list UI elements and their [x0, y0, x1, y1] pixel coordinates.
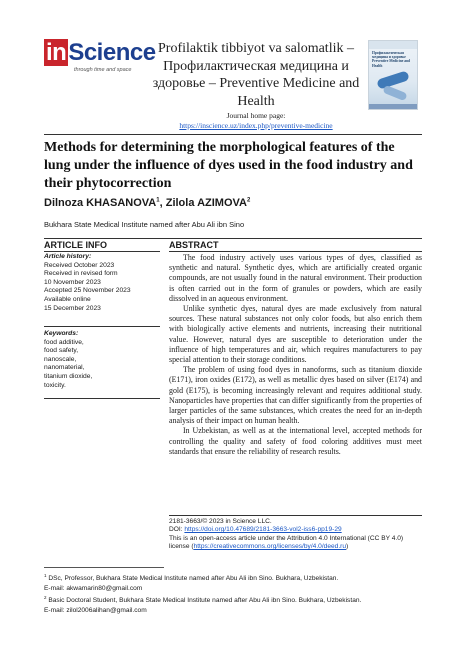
license-text-before: This is an open-access article under the Attribution 4.0 International (CC BY 4.0) license ( [169, 534, 404, 551]
publisher-logo [44, 39, 156, 92]
keyword: food additive, [44, 338, 84, 346]
paper-title: Methods for determining the morphological features of the lung under the influence of dyes used in the food industry and their phytocorrection [44, 140, 413, 191]
footnotes [44, 571, 424, 616]
keyword: nanoscale, [44, 355, 77, 363]
keywords-rule [44, 326, 160, 327]
author-name: Zilola AZIMOVA [165, 197, 247, 209]
cover-pill-graphic-2 [382, 85, 407, 101]
article-info-rule [44, 251, 160, 252]
doi-line [169, 526, 422, 534]
logo-science-text: Science [68, 39, 156, 66]
article-history-label: Article history: [44, 253, 92, 260]
footnote-1-email: E-mail: akwamarin80@gmail.com [44, 584, 143, 592]
history-line: 10 November 2023 [44, 278, 101, 286]
footnote-mark: 2 [44, 595, 47, 601]
footnote-divider [44, 567, 164, 568]
keywords-bottom-rule [44, 398, 160, 399]
doi-link[interactable]: https://doi.org/10.47689/2181-3663-vol2-iss6-pp19-29 [184, 526, 342, 534]
keywords [44, 330, 160, 390]
cover-bottom-band [369, 104, 417, 109]
cc-license-link[interactable]: https://creativecommons.org/licenses/by/4.0/deed.ru [193, 543, 347, 551]
article-history [44, 253, 160, 313]
author-affiliation-mark: 1 [156, 197, 160, 204]
keywords-label: Keywords: [44, 330, 79, 337]
license-block [169, 518, 422, 552]
journal-cover-image [368, 40, 418, 110]
header-divider [44, 134, 422, 135]
abstract-paragraph: The problem of using food dyes in nanoforms, such as titanium dioxide (E171), iron oxides (E172), as well as metallic dyes based on silver (E174) and gold (E175), is becoming increasingly relevant and requires additional study. Nanoparticles have properties that can differ significantly from the properties of larger particles of the same substances, which creates the need for an in-depth analysis of their impact on human health. [169, 365, 422, 426]
cover-title: Профилактическая медицина и здоровье Preventive Medicine and Health [372, 51, 411, 68]
author-separator: , [159, 197, 166, 209]
keyword: food safety, [44, 347, 79, 355]
cover-pill-graphic [376, 70, 410, 89]
footnote-2-email: E-mail: zilol2006alihan@gmail.com [44, 607, 147, 615]
author-affiliation-mark: 2 [247, 197, 251, 204]
abstract-rule [169, 251, 422, 252]
history-line: Received October 2023 [44, 261, 115, 269]
keyword: toxicity. [44, 381, 66, 389]
logo-tagline: through time and space [74, 67, 132, 73]
author-name: Dilnoza KHASANOVA [44, 197, 157, 209]
history-line: Received in revised form [44, 270, 118, 278]
abstract-heading: ABSTRACT [169, 240, 219, 250]
history-line: Accepted 25 November 2023 [44, 287, 131, 295]
section-divider [44, 238, 422, 239]
footnote-1 [44, 571, 424, 584]
doi-label: DOI: [169, 526, 185, 534]
abstract-body [169, 253, 422, 457]
article-info-heading: ARTICLE INFO [44, 240, 107, 250]
history-line: Available online [44, 295, 91, 303]
keyword: nanomaterial, [44, 364, 85, 372]
logo-in-text: in [46, 39, 67, 66]
license-text [169, 535, 422, 552]
authors [44, 197, 424, 209]
affiliation: Bukhara State Medical Institute named after Abu Ali ibn Sino [44, 220, 245, 229]
license-text-after: ) [346, 543, 349, 551]
cover-band [369, 41, 417, 49]
abstract-paragraph: The food industry actively uses various types of dyes, classified as synthetic and natural. Synthetic dyes, which are artificially created organic compounds, are not usually found in the natural environment. Their production is often carried out in the form of granules or powders, which are easily dissolved in an aqueous environment. [169, 253, 422, 303]
abstract-paragraph: In Uzbekistan, as well as at the international level, accepted methods for controlling the quality and safety of food coloring additives must meet standards that ensure the reliability of research results. [169, 426, 422, 456]
footnote-2 [44, 593, 424, 606]
keyword: titanium dioxide, [44, 372, 93, 380]
license-rule [169, 515, 422, 516]
history-line: 15 December 2023 [44, 304, 101, 312]
copyright-line: 2181-3663/© 2023 in Science LLC. [169, 518, 272, 525]
footnote-text: DSc, Professor, Bukhara State Medical Institute named after Abu Ali ibn Sino. Bukhara, Uzbekistan. [46, 575, 339, 583]
homepage-link[interactable]: https://inscience.uz/index.php/preventive-medicine [179, 121, 333, 130]
footnote-mark: 1 [44, 573, 47, 578]
homepage-label: Journal home page: [226, 111, 286, 120]
abstract-paragraph: Unlike synthetic dyes, natural dyes are made exclusively from natural sources. These natural substances not only color foods, but also enrich them with biologically active elements and nutrients, increasing their nutritional value. However, natural dyes are susceptible to deterioration under the influence of high temperatures and air, which requires manufacturers to pay special attention to their storage conditions. [169, 304, 422, 365]
footnote-text: Basic Doctoral Student, Bukhara State Medical Institute named after Abu Ali ibn Sino. Bukhara, Uzbekistan. [46, 597, 362, 605]
journal-title: Profilaktik tibbiyot va salomatlik – Профилактическая медицина и здоровье – Preventive Medicine and Health [152, 41, 360, 109]
